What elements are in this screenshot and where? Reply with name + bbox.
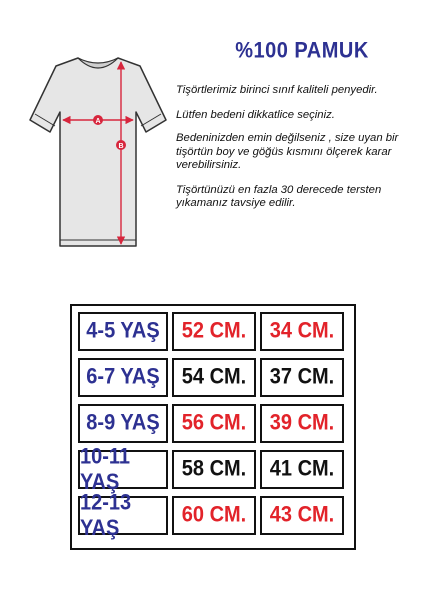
table-row bbox=[78, 489, 348, 541]
care-notes bbox=[176, 84, 416, 222]
size-table bbox=[70, 304, 356, 550]
table-row bbox=[78, 443, 348, 495]
tshirt-measurement-illustration bbox=[18, 50, 178, 260]
chest-cell: 60 CM. bbox=[172, 496, 256, 535]
length-cell: 43 CM. bbox=[260, 496, 344, 535]
length-cell: 41 CM. bbox=[260, 450, 344, 489]
age-cell: 4-5 YAŞ bbox=[78, 312, 168, 351]
chest-cell: 54 CM. bbox=[172, 358, 256, 397]
age-cell: 8-9 YAŞ bbox=[78, 404, 168, 443]
table-row bbox=[78, 312, 348, 353]
tshirt-diagram bbox=[18, 50, 178, 260]
table-row bbox=[78, 404, 348, 445]
note-choose-size: Lütfen bedeni dikkatlice seçiniz. bbox=[176, 108, 335, 121]
length-cell: 37 CM. bbox=[260, 358, 344, 397]
label-a: A bbox=[95, 118, 101, 125]
label-b: B bbox=[118, 143, 124, 150]
length-cell: 39 CM. bbox=[260, 404, 344, 443]
table-row bbox=[78, 358, 348, 399]
age-cell: 6-7 YAŞ bbox=[78, 358, 168, 397]
page-title: %100 PAMUK bbox=[235, 38, 369, 64]
length-cell: 34 CM. bbox=[260, 312, 344, 351]
tshirt-outline bbox=[30, 58, 166, 246]
chest-cell: 58 CM. bbox=[172, 450, 256, 489]
note-washing: Tişörtünüzü en fazla 30 derecede tersten yıkamanız tavsiye edilir. bbox=[176, 183, 382, 209]
note-measure: Bedeninizden emin değilseniz , size uyan bir tişörtün boy ve göğüs kısmını ölçerek karar verebilirsiniz. bbox=[176, 132, 399, 171]
chest-cell: 56 CM. bbox=[172, 404, 256, 443]
age-cell: 12-13 YAŞ bbox=[78, 496, 168, 535]
note-quality: Tişörtlerimiz birinci sınıf kaliteli penyedir. bbox=[176, 84, 378, 96]
chest-cell: 52 CM. bbox=[172, 312, 256, 351]
age-cell: 10-11 YAŞ bbox=[78, 450, 168, 489]
